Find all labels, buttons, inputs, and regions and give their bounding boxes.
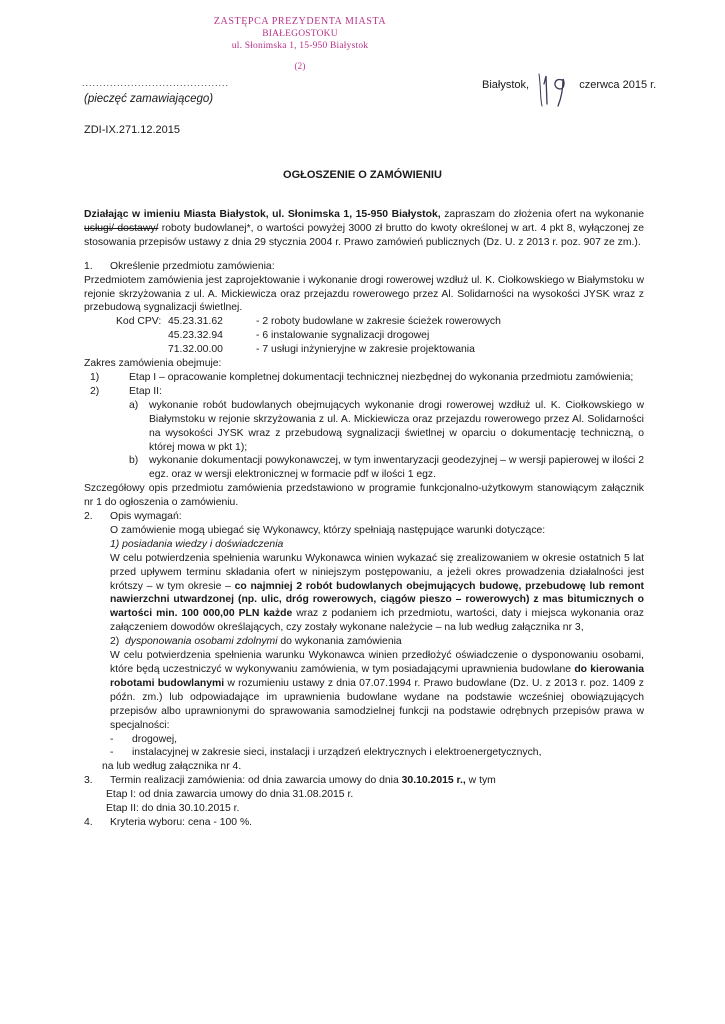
stamp-line-1: ZASTĘPCA PREZYDENTA MIASTA bbox=[213, 16, 387, 27]
section-4-heading: 4. Kryteria wyboru: cena - 100 %. bbox=[84, 816, 253, 828]
stage-2b-item: b) wykonanie dokumentacji powykonawczej, w tym inwentaryzacji geodezyjnej – w wersji papierowej w ilości 2 egz. oraz w wersji elektronicznej w formacie pdf w ilości 1 egz. bbox=[129, 455, 644, 481]
condition-1-title: 1) posiadania wiedzy i doświadczenia bbox=[110, 538, 284, 550]
cpv-code: 71.32.00.00 bbox=[168, 344, 223, 356]
section-3-heading: 3. Termin realizacji zamówienia: od dnia zawarcia umowy do dnia 30.10.2015 r., w tym bbox=[84, 775, 496, 787]
date-suffix: czerwca 2015 r. bbox=[579, 79, 657, 91]
stamp-line-2: BIAŁEGOSTOKU bbox=[262, 29, 338, 39]
stamp-line-3: ul. Słonimska 1, 15-950 Białystok bbox=[231, 41, 369, 51]
intro-part1: zapraszam do złożenia ofert na wykonanie bbox=[440, 209, 644, 220]
condition-1-text: W celu potwierdzenia spełnienia warunku Wykonawca winien wykazać się zrealizowaniem w okresie ostatnich 5 lat przed upływem terminu składania ofert w niniejszym postępowaniu, a jeżeli okres prowadzenia działalności jest krótszy – w tym okresie – co najmniej 2 robót budowlanych obejmujących budowę, przebudowę lub remont nawierzchni utwardzonej (np. ulic, dróg rowerowych, ciągów pieszo – rowerowych) z mas bitumicznych o wartości min. 100 000,00 PLN każde wraz z podaniem ich przedmiotu, wartości, daty i miejsca wykonania oraz załączeniem dowodów określających, czy zostały wykonane należycie – na lub według załącznika nr 3, bbox=[110, 552, 644, 634]
cpv-code: 45.23.31.62 bbox=[168, 316, 223, 328]
specialty-item: - drogowej, bbox=[110, 733, 178, 745]
condition-2-title: 2) dysponowania osobami zdolnymi do wykonania zamówienia bbox=[110, 636, 402, 648]
specialty-item: - instalacyjnej w zakresie sieci, instalacji i urządzeń elektrycznych i elektroenergetycznych, bbox=[110, 747, 542, 759]
section-2-heading: 2. Opis wymagań: bbox=[84, 511, 182, 523]
document-title: OGŁOSZENIE O ZAMÓWIENIU bbox=[283, 169, 442, 181]
handwritten-day-icon bbox=[536, 68, 572, 108]
annex-4-note: na lub według załącznika nr 4. bbox=[102, 761, 242, 773]
scope-heading: Zakres zamówienia obejmuje: bbox=[84, 358, 222, 370]
intro-part2: roboty budowlanej*, o wartości powyżej 3000 zł brutto do kwoty określonej w art. 4 pkt 8, wyłączonej ze stosowania przepisów ustawy z dnia 29 stycznia 2004 r. Prawo zamówień publicznych (Dz. U. z 2013 r. poz. 907 ze zm.). bbox=[84, 222, 644, 248]
stage-2a-item: a) wykonanie robót budowlanych obejmujących wykonanie drogi rowerowej wzdłuż ul. K. Ciołkowskiego w Białymstoku w rejonie skrzyżowania z ul. A. Mickiewicza oraz przejazdu rowerowego przez Al. Solidarności na wysokości JYSK wraz z przebudową sygnalizacji świetlnej w oparciu o dokumentację techniczną, o której mowa w pkt 1); bbox=[129, 399, 644, 453]
section-1-detail: Szczegółowy opis przedmiotu zamówienia przedstawiono w programie funkcjonalno-użytkowym stanowiącym załącznik nr 1 do ogłoszenia o zamówieniu. bbox=[84, 483, 644, 509]
cpv-label: Kod CPV: bbox=[116, 316, 162, 328]
section-1-num: 1. bbox=[84, 260, 93, 272]
section-3-stage-2: Etap II: do dnia 30.10.2015 r. bbox=[106, 803, 240, 815]
date-prefix: Białystok, bbox=[482, 79, 530, 91]
stage-2-item: 2) Etap II: bbox=[90, 385, 162, 397]
intro-paragraph bbox=[84, 208, 644, 250]
seal-label: (pieczęć zamawiającego) bbox=[84, 93, 214, 105]
section-1-heading: 1. Określenie przedmiotu zamówienia: bbox=[84, 260, 275, 272]
intro-lead: Działając w imieniu Miasta Białystok, ul. Słonimska 1, 15-950 Białystok, bbox=[84, 209, 441, 220]
document-body bbox=[84, 208, 644, 830]
section-2-intro: O zamówienie mogą ubiegać się Wykonawcy, którzy spełniają następujące warunki dotyczące: bbox=[110, 524, 546, 536]
cpv-row bbox=[84, 315, 644, 329]
cpv-row bbox=[84, 343, 644, 357]
section-1-description: Przedmiotem zamówienia jest zaprojektowanie i wykonanie drogi rowerowej wzdłuż ul. K. Ciołkowskiego w Białymstoku w rejonie skrzyżowania z ul. A. Mickiewicza oraz przejazdu rowerowego przez Al. Solidarności na wysokości JYSK wraz z przebudową sygnalizacji świetlnej. bbox=[84, 274, 644, 314]
cpv-row bbox=[84, 329, 644, 343]
stamp-line-4: (2) bbox=[294, 61, 306, 71]
date-line bbox=[482, 79, 656, 91]
reference-number: ZDI-IX.271.12.2015 bbox=[84, 124, 181, 136]
cpv-desc: - 6 instalowanie sygnalizacji drogowej bbox=[256, 330, 430, 342]
cpv-code: 45.23.32.94 bbox=[168, 330, 223, 342]
intro-struck: usługi/ dostawy/ bbox=[84, 222, 159, 234]
stage-1-item: 1) Etap I – opracowanie kompletnej dokumentacji technicznej niezbędnej do wykonania przedmiotu zamówienia; bbox=[90, 371, 634, 383]
cpv-desc: - 2 roboty budowlane w zakresie ścieżek rowerowych bbox=[256, 316, 501, 328]
condition-2-text: W celu potwierdzenia spełnienia warunku Wykonawca winien przedłożyć oświadczenie o dysponowaniu osobami, które będą uczestniczyć w wykonywaniu zamówienia, w tym posiadającymi uprawnienia budowlane do kierowania robotami budowlanymi w rozumieniu ustawy z dnia 07.07.1994 r. Prawo budowlane (Dz. U. z 2013 r. poz. 1409 z późn. zm.) lub odpowiadające im uprawnienia budowlane wydane na podstawie wcześniej obowiązujących przepisów albo uprawnionymi do sprawowania samodzielnej funkcji na podstawie odrębnych przepisów prawa w specjalności: bbox=[110, 650, 644, 731]
section-3-stage-1: Etap I: od dnia zawarcia umowy do dnia 31.08.2015 r. bbox=[106, 789, 354, 801]
seal-dotted-line: .......................................... bbox=[82, 78, 230, 88]
official-stamp bbox=[180, 16, 420, 72]
cpv-desc: - 7 usługi inżynieryjne w zakresie projektowania bbox=[256, 344, 475, 356]
